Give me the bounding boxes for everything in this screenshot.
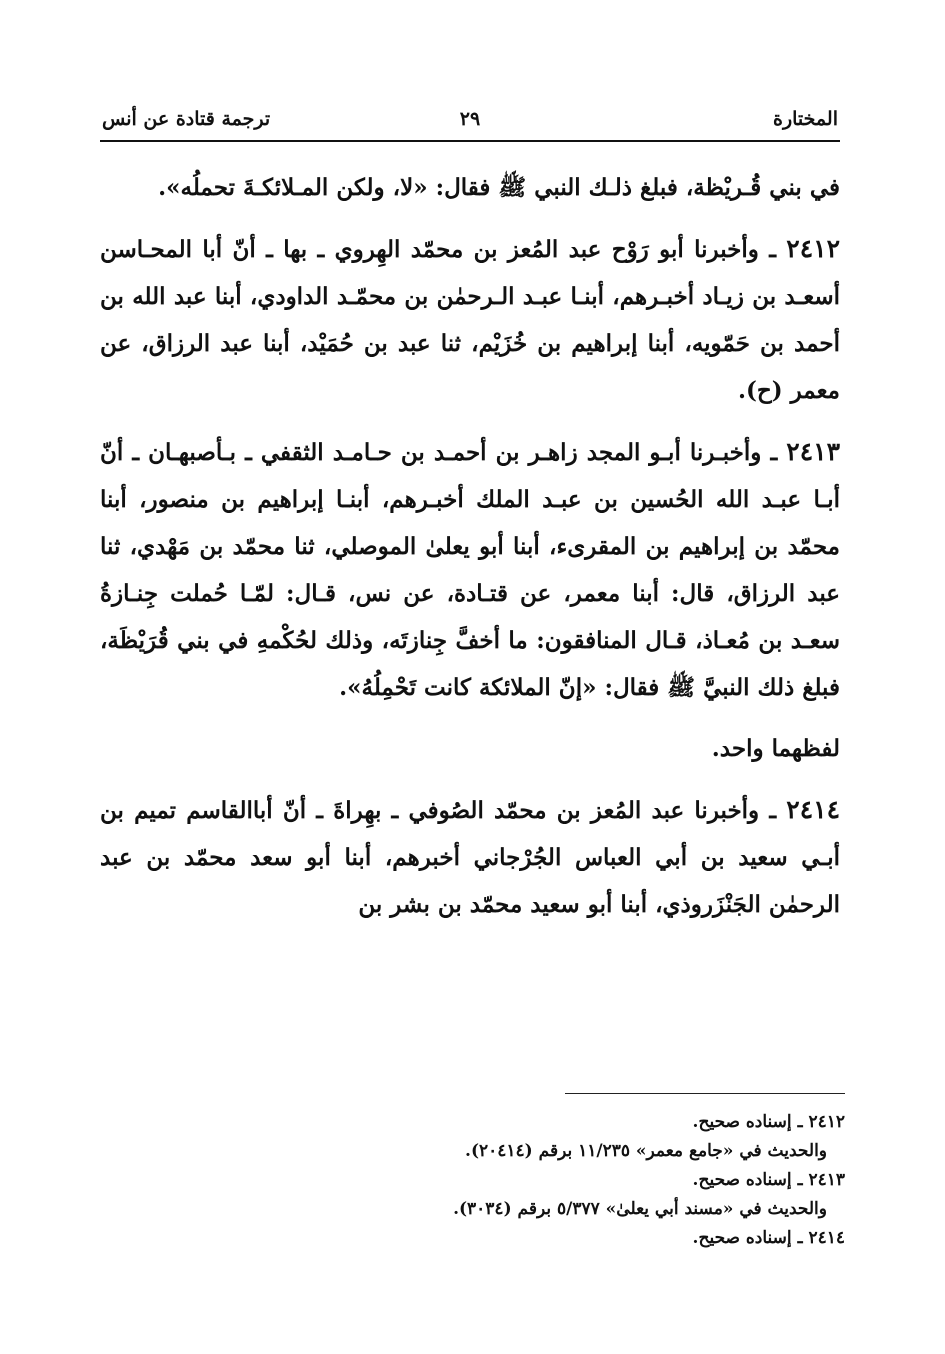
entry-number: ٢٤١٤ bbox=[786, 795, 840, 824]
main-text bbox=[100, 164, 840, 928]
paragraph-text: لفظهما واحد. bbox=[711, 735, 840, 762]
paragraph-text: ـ وأخبرنا أبو رَوْح عبد المُعز بن محمّد الهِروي ـ بها ـ أنّ أبا المحـاسن أسعـد بن زيـاد أخبـرهم، أبنـا عبـد الـرحمٰن بن محمّـد الداودي، أبنا عبد الله بن أحمد بن حَمّويه، أبنا إبراهيم بن خُزَيْم، ثنا عبد بن حُمَيْد، أبنا عبد الرزاق، عن معمر (ح). bbox=[100, 236, 840, 404]
footnote-item: ٢٤١٢ ـ إسناده صحيح. bbox=[692, 1112, 845, 1132]
footnote-item: ٢٤١٣ ـ إسناده صحيح. bbox=[692, 1170, 845, 1190]
footnotes bbox=[105, 1108, 845, 1253]
footnote-divider bbox=[565, 1093, 845, 1094]
footnote-item: والحديث في «جامع معمر» ١١/٢٣٥ برقم (٢٠٤١٤). bbox=[465, 1141, 827, 1161]
entry-number: ٢٤١٣ bbox=[786, 437, 840, 466]
entry-number: ٢٤١٢ bbox=[786, 234, 840, 263]
paragraph-2414 bbox=[100, 786, 840, 928]
paragraph-2412 bbox=[100, 225, 840, 414]
paragraph-text: ـ وأخبـرنا أبـو المجد زاهـر بن أحمـد بن حـامـد الثقفي ـ بـأصبهـان ـ أنّ أبـا عبـد الله الحُسين بن عبـد الملك أخبـرهم، أبنـا إبراهيم بن منصور، أبنا محمّد بن إبراهيم بن المقرىء، أبنا أبو يعلىٰ الموصلي، ثنا محمّد بن مَهْدي، ثنا عبد الرزاق، قال: أبنا معمر، عن قتـادة، عن نس، قـال: لمّـا حُملت جِنـازةُ سعـد بن مُعـاذ، قـال المنافقون: ما أخفَّ جِنازتَه، وذلك لحُكْمهِ في بني قُرَيْظَة، فبلغ ذلك النبيَّ ﷺ فقال: «إنّ الملائكة كانت تَحْمِلُهُ». bbox=[100, 439, 840, 701]
paragraph-2413 bbox=[100, 428, 840, 711]
paragraph-note bbox=[100, 725, 840, 772]
paragraph-text: في بني قُـريْظة، فبلغ ذلـك النبي ﷺ فقال: «لا، ولكن المـلائكـةَ تحملُه». bbox=[158, 174, 840, 201]
footnote-item: والحديث في «مسند أبي يعلىٰ» ٥/٣٧٧ برقم (٣٠٣٤). bbox=[453, 1199, 827, 1219]
book-title: المختارة bbox=[773, 108, 838, 130]
footnote-item: ٢٤١٤ ـ إسناده صحيح. bbox=[692, 1228, 845, 1248]
document-page bbox=[100, 100, 840, 942]
running-header bbox=[100, 100, 840, 142]
page-number: ٢٩ bbox=[459, 108, 481, 130]
paragraph-continuation bbox=[100, 164, 840, 211]
paragraph-text: ـ وأخبرنا عبد المُعز بن محمّد الصُوفي ـ بهِراةَ ـ أنّ أباالقاسم تميم بن أبـي سعيد بن أبي العباس الجُرْجاني أخبرهم، أبنا أبو سعد محمّد بن عبد الرحمٰن الجَنْزَروذي، أبنا أبو سعيد محمّد بن بشر بن bbox=[100, 797, 840, 918]
chapter-title: ترجمة قتادة عن أنس bbox=[102, 108, 271, 130]
